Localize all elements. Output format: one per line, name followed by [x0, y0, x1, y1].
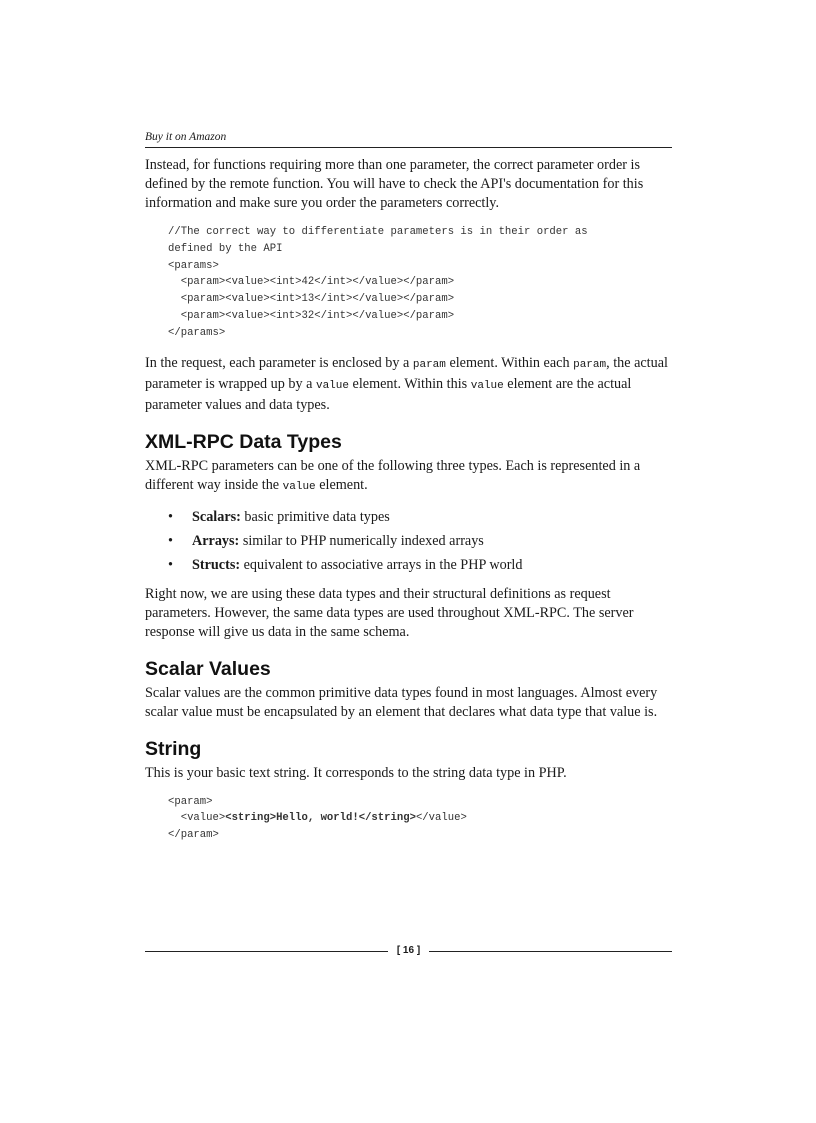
- code-line: <value><string>Hello, world!</string></value>: [168, 812, 467, 825]
- code-line: //The correct way to differentiate parameters is in their order as: [168, 226, 588, 238]
- bullet-icon: •: [168, 532, 173, 549]
- page-content: [145, 130, 672, 856]
- paragraph-scalar-values: Scalar values are the common primitive data types found in most languages. Almost every scalar value must be encapsulated by an element that declares what data type that value is.: [145, 684, 658, 720]
- paragraph-string: This is your basic text string. It corresponds to the string data type in PHP.: [145, 764, 567, 781]
- list-item: • Structs: equivalent to associative arrays in the PHP world: [168, 556, 523, 573]
- page-number: [ 16 ]: [396, 945, 421, 956]
- heading-string: String: [145, 737, 202, 760]
- bullet-icon: •: [168, 556, 173, 573]
- inline-code: value: [315, 379, 349, 392]
- inline-code: param: [412, 358, 446, 371]
- inline-code: param: [573, 358, 607, 371]
- code-line: <param><value><int>13</int></value></param>: [168, 293, 455, 306]
- code-line: </param>: [168, 829, 219, 842]
- paragraph-request-structure: In the request, each parameter is enclosed by a param element. Within each param, the actual parameter is wrapped up by a value element. Within this value element are the actual parameter values and data types.: [145, 354, 668, 413]
- code-line: <param>: [168, 795, 213, 808]
- footer-rule-left: [145, 951, 388, 952]
- paragraph-schema: Right now, we are using these data types and their structural definitions as request parameters. However, the same data types are used throughout XML-RPC. The server response will give us data in the same schema.: [145, 585, 634, 640]
- code-line: <params>: [168, 259, 219, 272]
- code-line: <param><value><int>32</int></value></param>: [168, 309, 455, 322]
- paragraph-parameter-order: Instead, for functions requiring more than one parameter, the correct parameter order is defined by the remote function. You will have to check the API's documentation for this information and make sure you order the parameters correctly.: [145, 157, 644, 211]
- paragraph-three-types: XML-RPC parameters can be one of the following three types. Each is represented in a different way inside the value element.: [145, 457, 641, 493]
- list-item: • Scalars: basic primitive data types: [168, 508, 390, 525]
- code-line: defined by the API: [168, 242, 283, 255]
- code-line: </params>: [168, 326, 226, 339]
- bullet-icon: •: [168, 508, 173, 525]
- code-block-string: [168, 794, 672, 844]
- inline-code: value: [470, 379, 504, 392]
- heading-scalar-values: Scalar Values: [145, 657, 271, 680]
- page-footer: [145, 944, 672, 960]
- data-types-list: [145, 508, 672, 575]
- code-block-params: [168, 224, 672, 342]
- running-header: Buy it on Amazon: [145, 130, 672, 148]
- inline-code: value: [282, 480, 316, 493]
- code-line: <param><value><int>42</int></value></param>: [168, 276, 455, 289]
- footer-rule-right: [429, 951, 672, 952]
- heading-xml-rpc-data-types: XML-RPC Data Types: [145, 430, 342, 453]
- list-item: • Arrays: similar to PHP numerically indexed arrays: [168, 532, 484, 549]
